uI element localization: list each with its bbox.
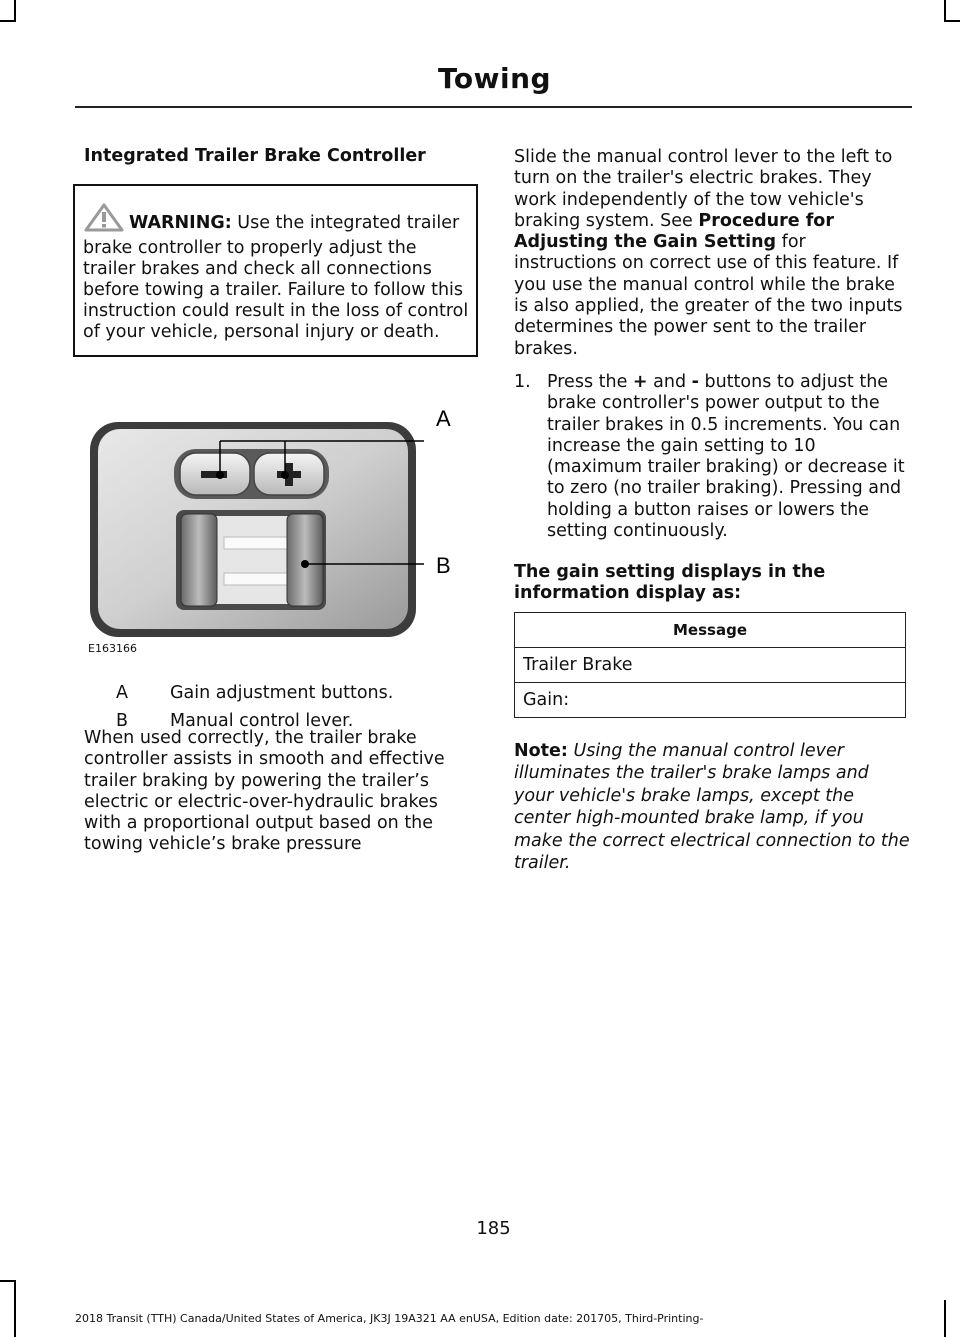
instruction-list — [514, 372, 910, 542]
table-header: Message — [515, 613, 906, 648]
list-item — [514, 372, 910, 542]
crop-mark — [14, 1280, 16, 1337]
body-paragraph: When used correctly, the trailer brake controller assists in smooth and effective trailer braking by powering the trailer’s electric or electric-over-hydraulic brakes with a proportional output based on the towing vehicle’s brake pressure — [84, 728, 445, 855]
section-heading: Integrated Trailer Brake Controller — [84, 146, 426, 166]
legend-row — [116, 683, 393, 711]
crop-mark — [14, 0, 16, 22]
left-lever — [181, 514, 217, 606]
legend-text: Manual control lever. — [170, 711, 354, 731]
warning-text: Use the integrated trailer brake controller to properly adjust the trailer brakes and check all connections before towing a trailer. Failure to follow this instruction could result in the loss of control of your vehicle, personal injury or death. — [83, 213, 469, 342]
footer-text: 2018 Transit (TTH) Canada/United States of America, JK3J 19A321 AA enUSA, Edition date: 201705, Third-Printing- — [75, 1312, 704, 1325]
minus-symbol: - — [691, 372, 699, 392]
note — [514, 740, 910, 874]
plus-symbol: + — [632, 372, 648, 392]
legend-text: Gain adjustment buttons. — [170, 683, 394, 703]
callout-a: A — [436, 406, 451, 431]
warning-triangle-icon — [83, 202, 125, 238]
note-text: Using the manual control lever illuminates the trailer's brake lamps and your vehicle's brake lamps, except the center high-mounted brake lamp, if you make the correct electrical connection to the trailer. — [514, 741, 910, 874]
header-divider — [75, 106, 912, 108]
figure-code: E163166 — [88, 642, 137, 655]
gain-heading: The gain setting displays in the information display as: — [514, 562, 826, 603]
left-column — [84, 146, 484, 187]
brake-controller-figure — [84, 395, 484, 660]
message-table — [514, 612, 906, 718]
paragraph-text: for instructions on correct use of this feature. If you use the manual control while the brake is also applied, the greater of the two inputs determines the power sent to the trailer brakes. — [514, 232, 903, 359]
brake-controller-illustration — [84, 395, 484, 640]
warning-box — [73, 184, 478, 357]
warning-label: WARNING: — [129, 213, 232, 233]
crop-mark — [0, 1280, 16, 1282]
crop-mark — [944, 1300, 946, 1337]
legend-letter: B — [116, 711, 129, 731]
list-number: 1. — [514, 372, 531, 392]
table-row: Trailer Brake — [515, 648, 906, 683]
cross-reference-link[interactable]: Procedure for Adjusting the Gain Setting — [514, 210, 834, 253]
legend-letter: A — [116, 683, 128, 703]
callout-b: B — [436, 553, 451, 578]
crop-mark — [944, 20, 960, 22]
note-label: Note: — [514, 741, 568, 761]
crop-mark — [0, 20, 16, 22]
list-text-part: buttons to adjust the brake controller's power output to the trailer brakes in 0.5 increments. You can increase the gain setting to 10 (maximum trailer braking) or decrease it to zero (no trailer braking). Pressing and holding a button raises or lowers the setting continuously. — [547, 372, 905, 542]
page-number: 185 — [476, 1218, 511, 1239]
page-title: Towing — [438, 62, 552, 95]
paragraph-text: Slide the manual control lever to the left to turn on the trailer's electric brakes. They work independently of the tow vehicle's braking system. See — [514, 147, 893, 231]
manual-lever-paragraph — [514, 147, 910, 360]
list-text — [547, 372, 910, 542]
list-text-part: Press the — [547, 372, 633, 392]
list-text-part: and — [647, 372, 692, 392]
table-row: Gain: — [515, 683, 906, 718]
crop-mark — [944, 0, 946, 22]
